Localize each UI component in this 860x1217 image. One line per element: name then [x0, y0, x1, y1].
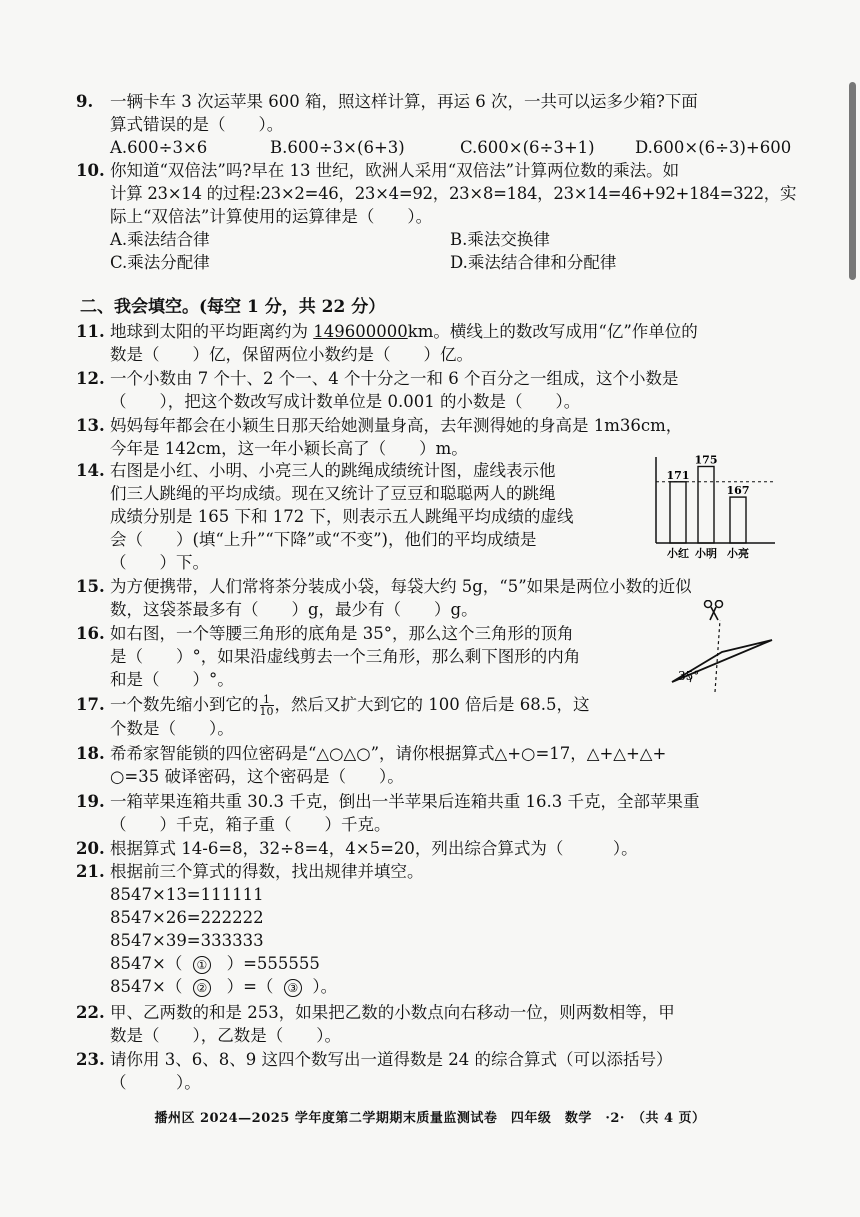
question-text	[110, 320, 820, 343]
question-text: （ ）下。	[110, 553, 209, 572]
question-number: 11.	[76, 322, 105, 341]
text: ）=（	[226, 977, 274, 996]
category-label-3: 小亮	[727, 547, 749, 560]
question-text: 数是（ ），乙数是（ ）。	[110, 1026, 341, 1045]
question-number: 19.	[76, 792, 105, 811]
option-c: C.乘法分配律	[110, 253, 210, 272]
question-10	[76, 159, 820, 274]
text: 8547×（	[110, 977, 183, 996]
option-d: D.乘法结合律和分配律	[450, 253, 617, 272]
question-text: （ ），把这个数改写成计数单位是 0.001 的小数是（ ）。	[110, 392, 581, 411]
question-number: 22.	[76, 1003, 105, 1022]
data-label-1: 171	[666, 468, 690, 482]
question-number: 12.	[76, 369, 105, 388]
question-text: 妈妈每年都会在小颖生日那天给她测量身高，去年测得她的身高是 1m36cm，	[110, 416, 683, 435]
question-text: 希希家智能锁的四位密码是“△○△○”，请你根据算式△+○=17，△+△+△+	[110, 744, 667, 763]
data-label-3: 167	[726, 484, 750, 498]
question-9	[76, 90, 820, 159]
option-a: A.乘法结合律	[110, 230, 210, 249]
question-text	[110, 693, 820, 717]
option-b: B.600÷3×(6+3)	[270, 138, 405, 157]
equation	[110, 975, 820, 998]
question-text: （ ）千克，箱子重（ ）千克。	[110, 815, 391, 834]
question-text: 数，这袋茶最多有（ ）g，最少有（ ）g。	[110, 600, 478, 619]
data-label-2: 175	[694, 455, 718, 467]
question-number: 20.	[76, 839, 105, 858]
fraction-numerator: 1	[263, 693, 270, 706]
bar-1	[670, 482, 686, 543]
text: km。横线上的数改写成用“亿”作单位的	[407, 322, 698, 341]
question-text: 会（ ）(填“上升”“下降”或“不变”)，他们的平均成绩是	[110, 530, 537, 549]
underlined-number: 149600000	[313, 322, 408, 341]
question-11	[76, 320, 820, 366]
question-number: 10.	[76, 161, 105, 180]
text: ）=555555	[226, 954, 320, 973]
question-21	[76, 860, 820, 998]
blank-marker-1: ①	[193, 956, 211, 974]
question-text: 个数是（ ）。	[110, 719, 234, 738]
question-text: 和是（ ）°。	[110, 670, 234, 689]
jump-rope-bar-chart	[650, 455, 780, 565]
options	[110, 251, 820, 274]
scissors-icon	[705, 601, 723, 621]
equation: 8547×26=222222	[110, 908, 264, 927]
option-c: C.600×(6÷3+1)	[460, 138, 595, 157]
question-number: 13.	[76, 416, 105, 435]
option-d: D.600×(6÷3)+600	[635, 138, 792, 157]
option-a: A.600÷3×6	[110, 138, 208, 157]
options	[110, 228, 820, 251]
question-number: 21.	[76, 862, 105, 881]
fraction-denominator: 10	[259, 705, 274, 718]
section-heading: 二、我会填空。(每空 1 分，共 22 分）	[80, 297, 386, 317]
question-text: 数是（ ）亿，保留两位小数约是（ ）亿。	[110, 345, 473, 364]
page-footer: 播州区 2024—2025 学年度第二学期期末质量监测试卷 四年级 数学 ·2· （共 4 页）	[154, 1111, 706, 1126]
question-number: 18.	[76, 744, 105, 763]
text: ，然后又扩大到它的 100 倍后是 68.5，这	[274, 695, 590, 714]
category-label-1: 小红	[667, 547, 689, 560]
question-number: 15.	[76, 577, 105, 596]
question-number: 23.	[76, 1050, 105, 1069]
question-text: 甲、乙两数的和是 253，如果把乙数的小数点向右移动一位，则两数相等，甲	[110, 1003, 675, 1022]
question-text: 为方便携带，人们常将茶分装成小袋，每袋大约 5g，“5”如果是两位小数的近似	[110, 577, 692, 596]
equation: 8547×39=333333	[110, 931, 264, 950]
question-text: 根据前三个算式的得数，找出规律并填空。	[110, 862, 424, 881]
text: 一个数先缩小到它的	[110, 695, 259, 714]
question-text: 际上“双倍法”计算使用的运算律是（ ）。	[110, 207, 433, 226]
angle-label: 35°	[678, 669, 700, 683]
question-text: （ ）。	[110, 1073, 201, 1092]
question-17	[76, 693, 820, 740]
question-22	[76, 1001, 820, 1047]
question-text: 一辆卡车 3 次运苹果 600 箱，照这样计算，再运 6 次，一共可以运多少箱?下面	[110, 92, 698, 111]
question-19	[76, 790, 820, 836]
question-20	[76, 837, 820, 860]
question-12	[76, 367, 820, 413]
question-18	[76, 742, 820, 788]
question-text: 算式错误的是（ ）。	[110, 115, 284, 134]
question-number: 9.	[76, 92, 94, 111]
blank-marker-2: ②	[193, 979, 211, 997]
isosceles-triangle-figure	[660, 600, 785, 700]
question-text: 请你用 3、6、8、9 这四个数写出一道得数是 24 的综合算式（可以添括号）	[110, 1050, 673, 1069]
option-b: B.乘法交换律	[450, 230, 550, 249]
question-text: 今年是 142cm，这一年小颖长高了（ ）m。	[110, 439, 468, 458]
question-text: 们三人跳绳的平均成绩。现在又统计了豆豆和聪聪两人的跳绳	[110, 484, 556, 503]
fraction	[260, 694, 274, 717]
options	[110, 136, 820, 159]
equation	[110, 952, 820, 975]
question-text: 一箱苹果连箱共重 30.3 千克，倒出一半苹果后连箱共重 16.3 千克，全部苹果重	[110, 792, 700, 811]
text: 地球到太阳的平均距离约为	[110, 322, 314, 341]
bar-3	[730, 497, 746, 543]
question-23	[76, 1048, 820, 1094]
question-number: 14.	[76, 461, 105, 480]
category-label-2: 小明	[695, 547, 717, 560]
question-text: 成绩分别是 165 下和 172 下，则表示五人跳绳平均成绩的虚线	[110, 507, 574, 526]
scrollbar-thumb[interactable]	[849, 82, 856, 280]
equation: 8547×13=111111	[110, 885, 264, 904]
bar-2	[698, 466, 714, 543]
question-text: 一个小数由 7 个十、2 个一、4 个十分之一和 6 个百分之一组成，这个小数是	[110, 369, 679, 388]
question-text: ○=35 破译密码，这个密码是（ ）。	[110, 767, 404, 786]
blank-marker-3: ③	[284, 979, 302, 997]
text: 8547×（	[110, 954, 183, 973]
question-text: 根据算式 14-6=8，32÷8=4，4×5=20，列出综合算式为（ ）。	[110, 839, 638, 858]
question-number: 17.	[76, 695, 105, 714]
question-text: 是（ ）°，如果沿虚线剪去一个三角形，那么剩下图形的内角	[110, 647, 581, 666]
question-text: 计算 23×14 的过程:23×2=46，23×4=92，23×8=184，23×14=46+92+184=322，实	[110, 184, 797, 203]
text: ）。	[312, 977, 338, 996]
question-13	[76, 414, 820, 460]
question-text: 你知道“双倍法”吗?早在 13 世纪，欧洲人采用“双倍法”计算两位数的乘法。如	[110, 161, 680, 180]
question-text: 如右图，一个等腰三角形的底角是 35°，那么这个三角形的顶角	[110, 624, 574, 643]
question-text: 右图是小红、小明、小亮三人的跳绳成绩统计图，虚线表示他	[110, 461, 556, 480]
question-number: 16.	[76, 624, 105, 643]
